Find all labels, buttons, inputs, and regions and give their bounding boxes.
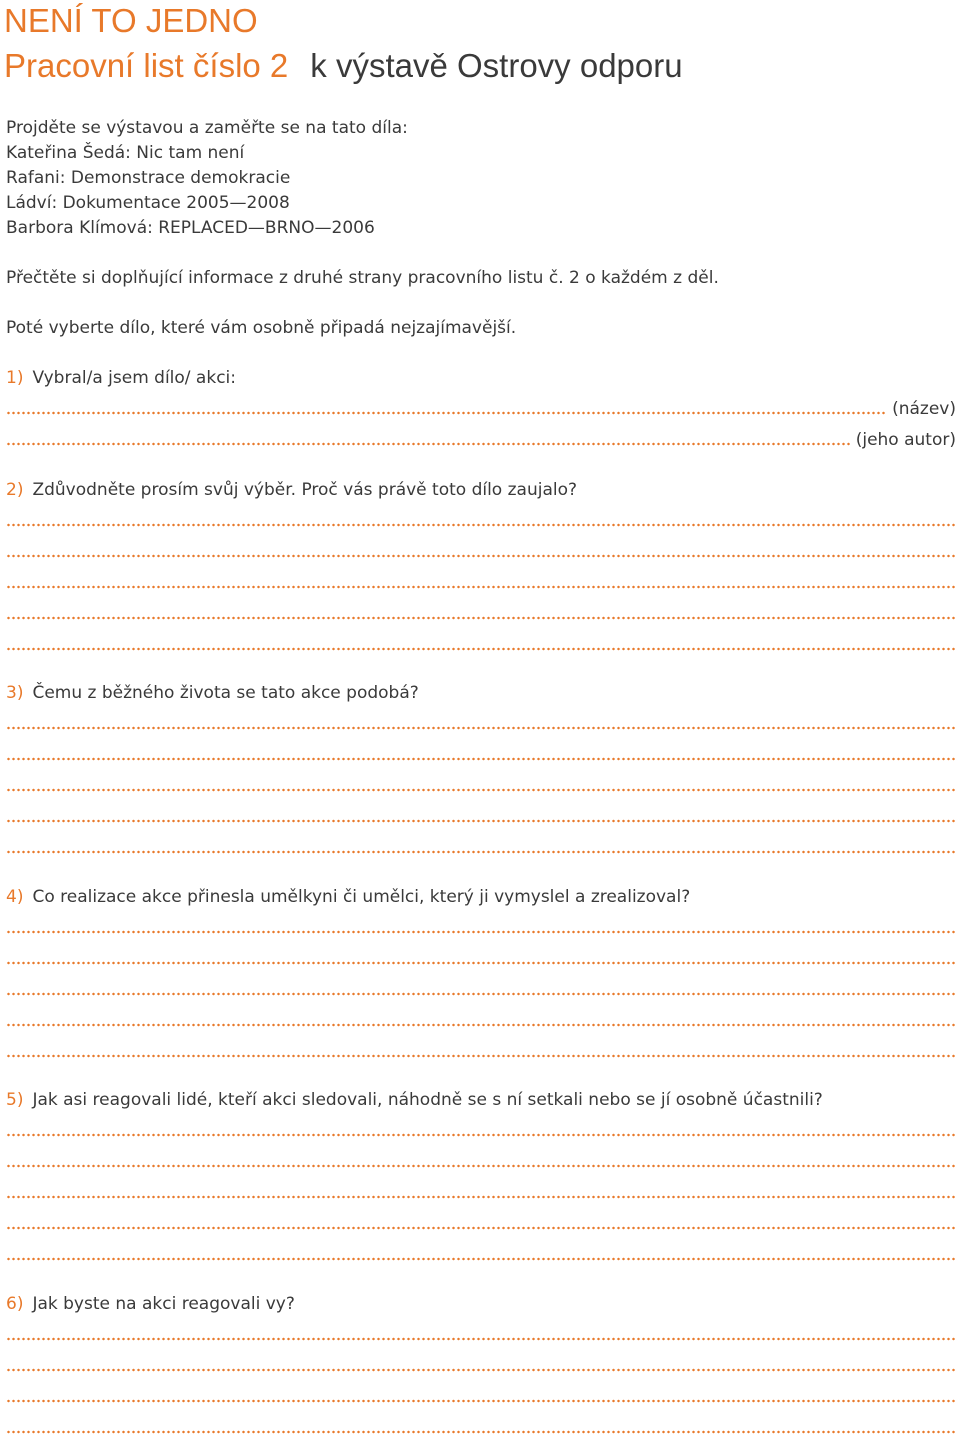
question-number: 2) (6, 480, 24, 500)
work-item: Kateřina Šedá: Nic tam není (6, 143, 245, 163)
answer-line[interactable] (6, 1337, 956, 1341)
question-text: Čemu z běžného života se tato akce podobá? (32, 683, 419, 703)
answer-line[interactable] (6, 961, 956, 965)
answer-line[interactable] (6, 554, 956, 558)
answer-line[interactable] (6, 726, 956, 730)
question-text: Jak asi reagovali lidé, kteří akci sledovali, náhodně se s ní setkali nebo se jí osobně účastnili? (32, 1090, 823, 1110)
answer-line[interactable] (6, 523, 956, 527)
answer-line[interactable] (6, 1023, 956, 1027)
name-label: (název) (892, 399, 956, 419)
answer-line[interactable] (6, 1226, 956, 1230)
answer-line[interactable] (6, 1054, 956, 1058)
question-number: 4) (6, 887, 24, 907)
answer-line[interactable] (6, 585, 956, 589)
question-2 (6, 478, 577, 502)
answer-line[interactable] (6, 1368, 956, 1372)
question-text: Zdůvodněte prosím svůj výběr. Proč vás právě toto dílo zaujalo? (32, 480, 578, 500)
question-number: 3) (6, 683, 24, 703)
question-3 (6, 681, 419, 705)
work-item: Ládví: Dokumentace 2005—2008 (6, 193, 290, 213)
author-label: (jeho autor) (855, 430, 956, 450)
choose-instruction: Poté vyberte dílo, které vám osobně připadá nejzajímavější. (6, 318, 517, 338)
question-6 (6, 1292, 295, 1316)
question-number: 6) (6, 1294, 24, 1314)
intro-lead: Projděte se výstavou a zaměřte se na tato díla: (6, 118, 408, 138)
answer-line[interactable] (6, 757, 956, 761)
question-text: Co realizace akce přinesla umělkyni či umělci, který ji vymyslel a zrealizoval? (32, 887, 691, 907)
question-text: Jak byste na akci reagovali vy? (32, 1294, 295, 1314)
answer-line[interactable] (6, 647, 956, 651)
answer-line[interactable] (6, 930, 956, 934)
answer-line[interactable] (6, 1430, 956, 1434)
answer-line[interactable] (6, 819, 956, 823)
worksheet-subtitle (4, 46, 683, 86)
answer-line[interactable] (6, 1164, 956, 1168)
question-5 (6, 1088, 823, 1112)
question-text: Vybral/a jsem dílo/ akci: (32, 368, 236, 388)
dotted-line (6, 411, 886, 415)
worksheet-number: Pracovní list číslo 2 (4, 47, 289, 84)
read-more-instruction: Přečtěte si doplňující informace z druhé strany pracovního listu č. 2 o každém z děl. (6, 268, 719, 288)
dotted-line (6, 442, 850, 446)
answer-line-name[interactable] (6, 397, 956, 421)
answer-line[interactable] (6, 850, 956, 854)
answer-line[interactable] (6, 1257, 956, 1261)
exhibition-name: k výstavě Ostrovy odporu (310, 47, 683, 84)
answer-line[interactable] (6, 1399, 956, 1403)
answer-line[interactable] (6, 1133, 956, 1137)
question-1 (6, 366, 236, 390)
answer-line[interactable] (6, 788, 956, 792)
answer-line[interactable] (6, 992, 956, 996)
answer-line[interactable] (6, 616, 956, 620)
question-4 (6, 885, 690, 909)
answer-line-author[interactable] (6, 428, 956, 452)
work-item: Barbora Klímová: REPLACED—BRNO—2006 (6, 218, 375, 238)
question-number: 5) (6, 1090, 24, 1110)
work-item: Rafani: Demonstrace demokracie (6, 168, 291, 188)
question-number: 1) (6, 368, 24, 388)
answer-line[interactable] (6, 1195, 956, 1199)
worksheet-title: NENÍ TO JEDNO (4, 2, 258, 39)
